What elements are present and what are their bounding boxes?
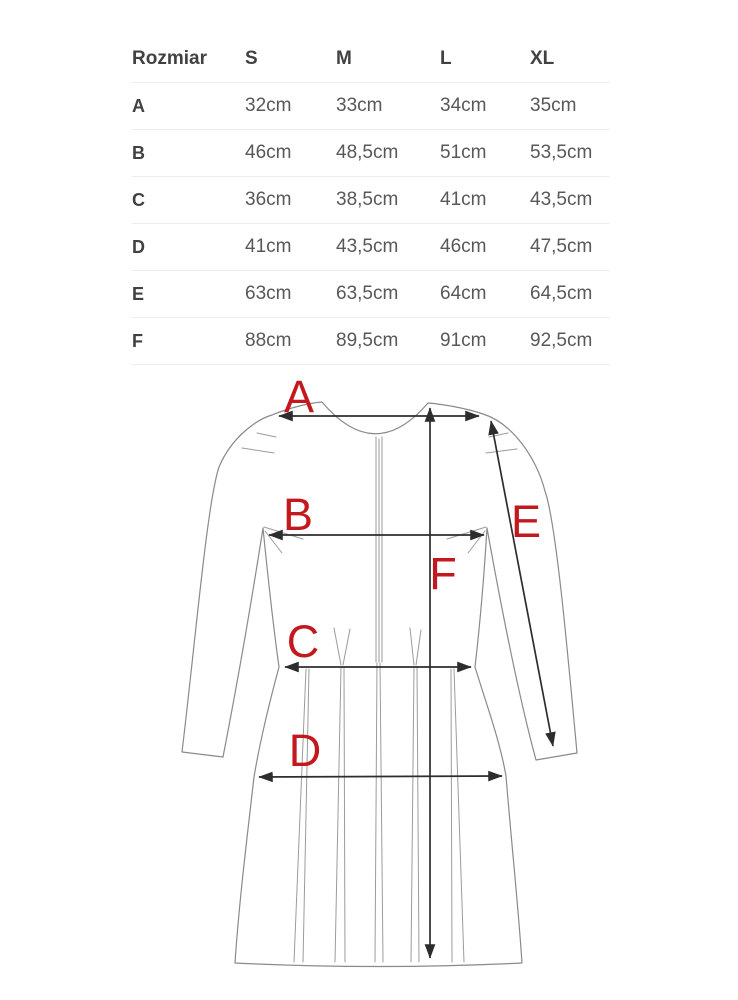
- row-label: A: [132, 95, 145, 116]
- measurement-value: 33cm: [336, 95, 383, 116]
- row-label: D: [132, 236, 145, 257]
- measurement-value: 64cm: [440, 283, 487, 304]
- dimension-label-b: B: [282, 489, 314, 540]
- dimension-label-a: A: [283, 371, 315, 422]
- measurement-value: 43,5cm: [336, 236, 399, 257]
- row-label: C: [132, 189, 145, 210]
- measurement-value: 38,5cm: [336, 189, 399, 210]
- column-header-m: M: [336, 48, 352, 69]
- measurement-value: 35cm: [530, 95, 577, 116]
- column-header-xl: XL: [530, 48, 555, 69]
- column-header-l: L: [440, 48, 452, 69]
- measurement-value: 32cm: [245, 95, 292, 116]
- dimension-label-e: E: [510, 496, 542, 547]
- measure-arrow-e: [491, 421, 553, 746]
- measurement-value: 43,5cm: [530, 189, 593, 210]
- measurement-value: 63cm: [245, 283, 292, 304]
- measurement-value: 41cm: [440, 189, 487, 210]
- measurement-value: 41cm: [245, 236, 292, 257]
- measurement-value: 89,5cm: [336, 330, 399, 351]
- dimension-label-c: C: [286, 616, 320, 667]
- measurement-value: 53,5cm: [530, 142, 593, 163]
- row-label: E: [132, 283, 145, 304]
- size-table-corner-label: Rozmiar: [132, 48, 207, 69]
- measurement-value: 88cm: [245, 330, 292, 351]
- row-label: F: [132, 330, 143, 351]
- column-header-s: S: [245, 48, 258, 69]
- measurement-value: 46cm: [245, 142, 292, 163]
- measurement-value: 92,5cm: [530, 330, 593, 351]
- measurement-value: 91cm: [440, 330, 487, 351]
- measurement-value: 63,5cm: [336, 283, 399, 304]
- measurement-value: 47,5cm: [530, 236, 593, 257]
- measurement-value: 36cm: [245, 189, 292, 210]
- waist-dart-right: [410, 628, 421, 665]
- measurement-value: 64,5cm: [530, 283, 593, 304]
- measurement-value: 51cm: [440, 142, 487, 163]
- skirt-pleats: [294, 663, 464, 962]
- waist-dart-left: [334, 628, 350, 665]
- measurement-value: 34cm: [440, 95, 487, 116]
- measurement-value: 48,5cm: [336, 142, 399, 163]
- row-label: B: [132, 142, 145, 163]
- dimension-label-d: D: [288, 725, 322, 776]
- shoulder-seam-left: [242, 433, 276, 453]
- measurement-value: 46cm: [440, 236, 487, 257]
- measure-arrow-d: [259, 776, 502, 777]
- zipper-line: [376, 437, 382, 662]
- shoulder-seam-right: [486, 433, 517, 453]
- dimension-label-f: F: [429, 548, 457, 599]
